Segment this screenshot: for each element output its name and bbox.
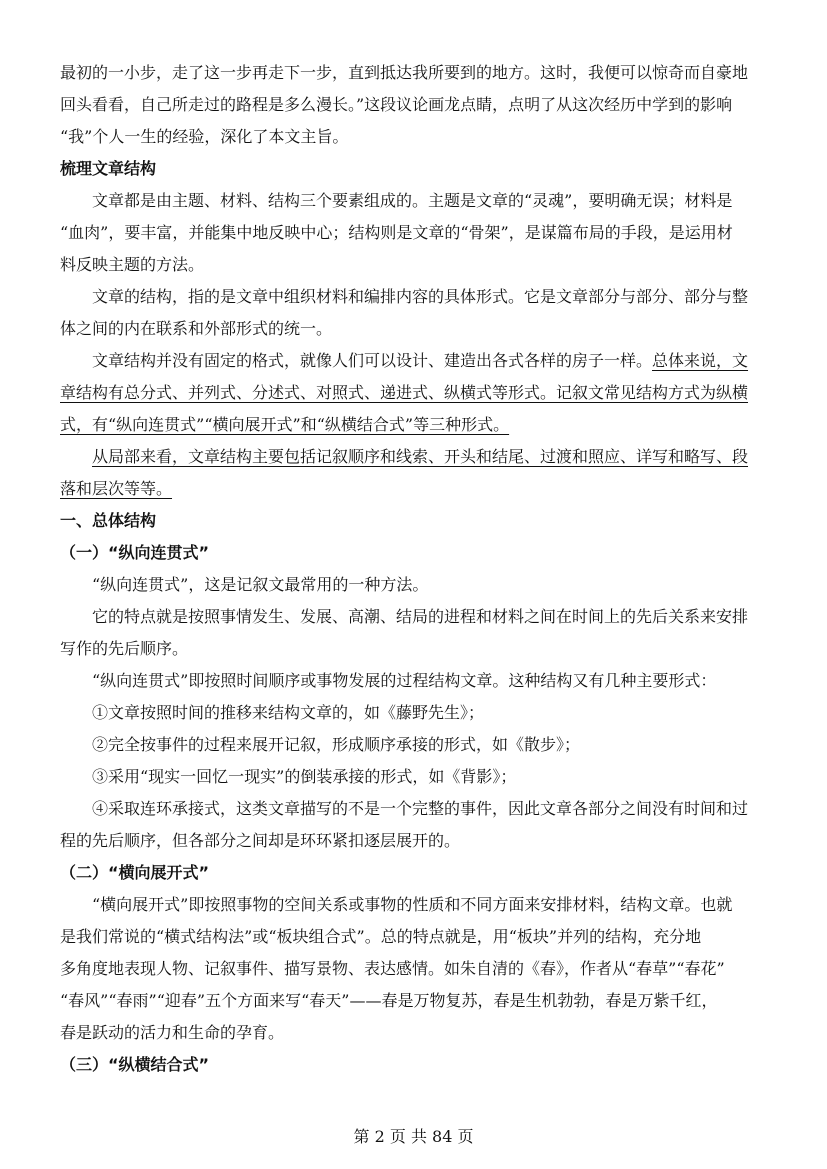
paragraph-line: 写作的先后顺序。	[60, 639, 189, 658]
paragraph-line: 回头看看，自己所走过的路程是多么漫长。”这段议论画龙点睛，点明了从这次经历中学到的影响	[60, 95, 733, 114]
paragraph-line: 程的先后顺序，但各部分之间却是环环紧扣逐层展开的。	[60, 831, 461, 850]
document-body	[60, 57, 768, 1081]
paragraph-line: 料反映主题的方法。	[60, 255, 205, 274]
paragraph-line: “我”个人一生的经验，深化了本文主旨。	[60, 127, 349, 146]
paragraph-line: 是我们常说的“横式结构法”或“板块组合式”。总的特点就是，用“板块”并列的结构，充分地	[60, 927, 702, 946]
paragraph-line: “纵向连贯式”，这是记叙文最常用的一种方法。	[92, 575, 429, 594]
paragraph-line: 文章都是由主题、材料、结构三个要素组成的。主题是文章的“灵魂”，要明确无误；材料是	[92, 191, 733, 210]
paragraph-line	[60, 473, 768, 505]
plain-text: 文章结构并没有固定的格式，就像人们可以设计、建造出各式各样的房子一样。	[92, 351, 653, 370]
list-item: ①文章按照时间的推移来结构文章的，如《藤野先生》；	[92, 703, 485, 722]
section-heading-overall: 一、总体结构	[60, 511, 157, 530]
paragraph-line: 它的特点就是按照事情发生、发展、高潮、结局的进程和材料之间在时间上的先后关系来安排	[92, 607, 749, 626]
paragraph-line: 体之间的内在联系和外部形式的统一。	[60, 319, 333, 338]
underlined-text: 总体来说，文	[652, 351, 749, 370]
underlined-text: 章结构有总分式、并列式、分述式、对照式、递进式、纵横式等形式。记叙文常见结构方式为纵横	[60, 383, 749, 402]
underlined-text: 式，有“纵向连贯式”“横向展开式”和“纵横结合式”等三种形式。	[60, 415, 510, 434]
subheading-hengxiang: （二）“横向展开式”	[60, 863, 210, 882]
paragraph-line: 文章的结构，指的是文章中组织材料和编排内容的具体形式。它是文章部分与部分、部分与整	[92, 287, 749, 306]
list-item: ④采取连环承接式，这类文章描写的不是一个完整的事件，因此文章各部分之间没有时间和过	[92, 799, 749, 818]
paragraph-line: “血肉”，要丰富，并能集中地反映中心；结构则是文章的“骨架”，是谋篇布局的手段，是运用材	[60, 223, 733, 242]
paragraph-line: “春风”“春雨”“迎春”五个方面来写“春天”——春是万物复苏，春是生机勃勃，春是万紫千红，	[60, 991, 718, 1010]
subheading-zongheng: （三）“纵横结合式”	[60, 1055, 210, 1074]
paragraph-line	[60, 345, 768, 377]
paragraph-line: “横向展开式”即按照事物的空间关系或事物的性质和不同方面来安排材料，结构文章。也就	[92, 895, 733, 914]
section-heading-structure: 梳理文章结构	[60, 159, 157, 178]
paragraph-line	[60, 409, 768, 441]
paragraph-line: 多角度地表现人物、记叙事件、描写景物、表达感情。如朱自清的《春》，作者从“春草”“春花”	[60, 959, 725, 978]
paragraph-line	[60, 441, 768, 473]
paragraph-line: “纵向连贯式”即按照时间顺序或事物发展的过程结构文章。这种结构又有几种主要形式：	[92, 671, 717, 690]
paragraph-line: 春是跃动的活力和生命的孕育。	[60, 1023, 285, 1042]
paragraph-line: 最初的一小步，走了这一步再走下一步，直到抵达我所要到的地方。这时，我便可以惊奇而自豪地	[60, 63, 749, 82]
list-item: ②完全按事件的过程来展开记叙，形成顺序承接的形式，如《散步》；	[92, 735, 581, 754]
underlined-text: 落和层次等等。	[60, 479, 173, 498]
subheading-zongxiang: （一）“纵向连贯式”	[60, 543, 210, 562]
paragraph-line	[60, 377, 768, 409]
underlined-text: 从局部来看，文章结构主要包括记叙顺序和线索、开头和结尾、过渡和照应、详写和略写、段	[92, 447, 749, 466]
page-number-footer: 第 2 页 共 84 页	[353, 1127, 474, 1146]
list-item: ③采用“现实一回忆一现实”的倒装承接的形式，如《背影》；	[92, 767, 517, 786]
